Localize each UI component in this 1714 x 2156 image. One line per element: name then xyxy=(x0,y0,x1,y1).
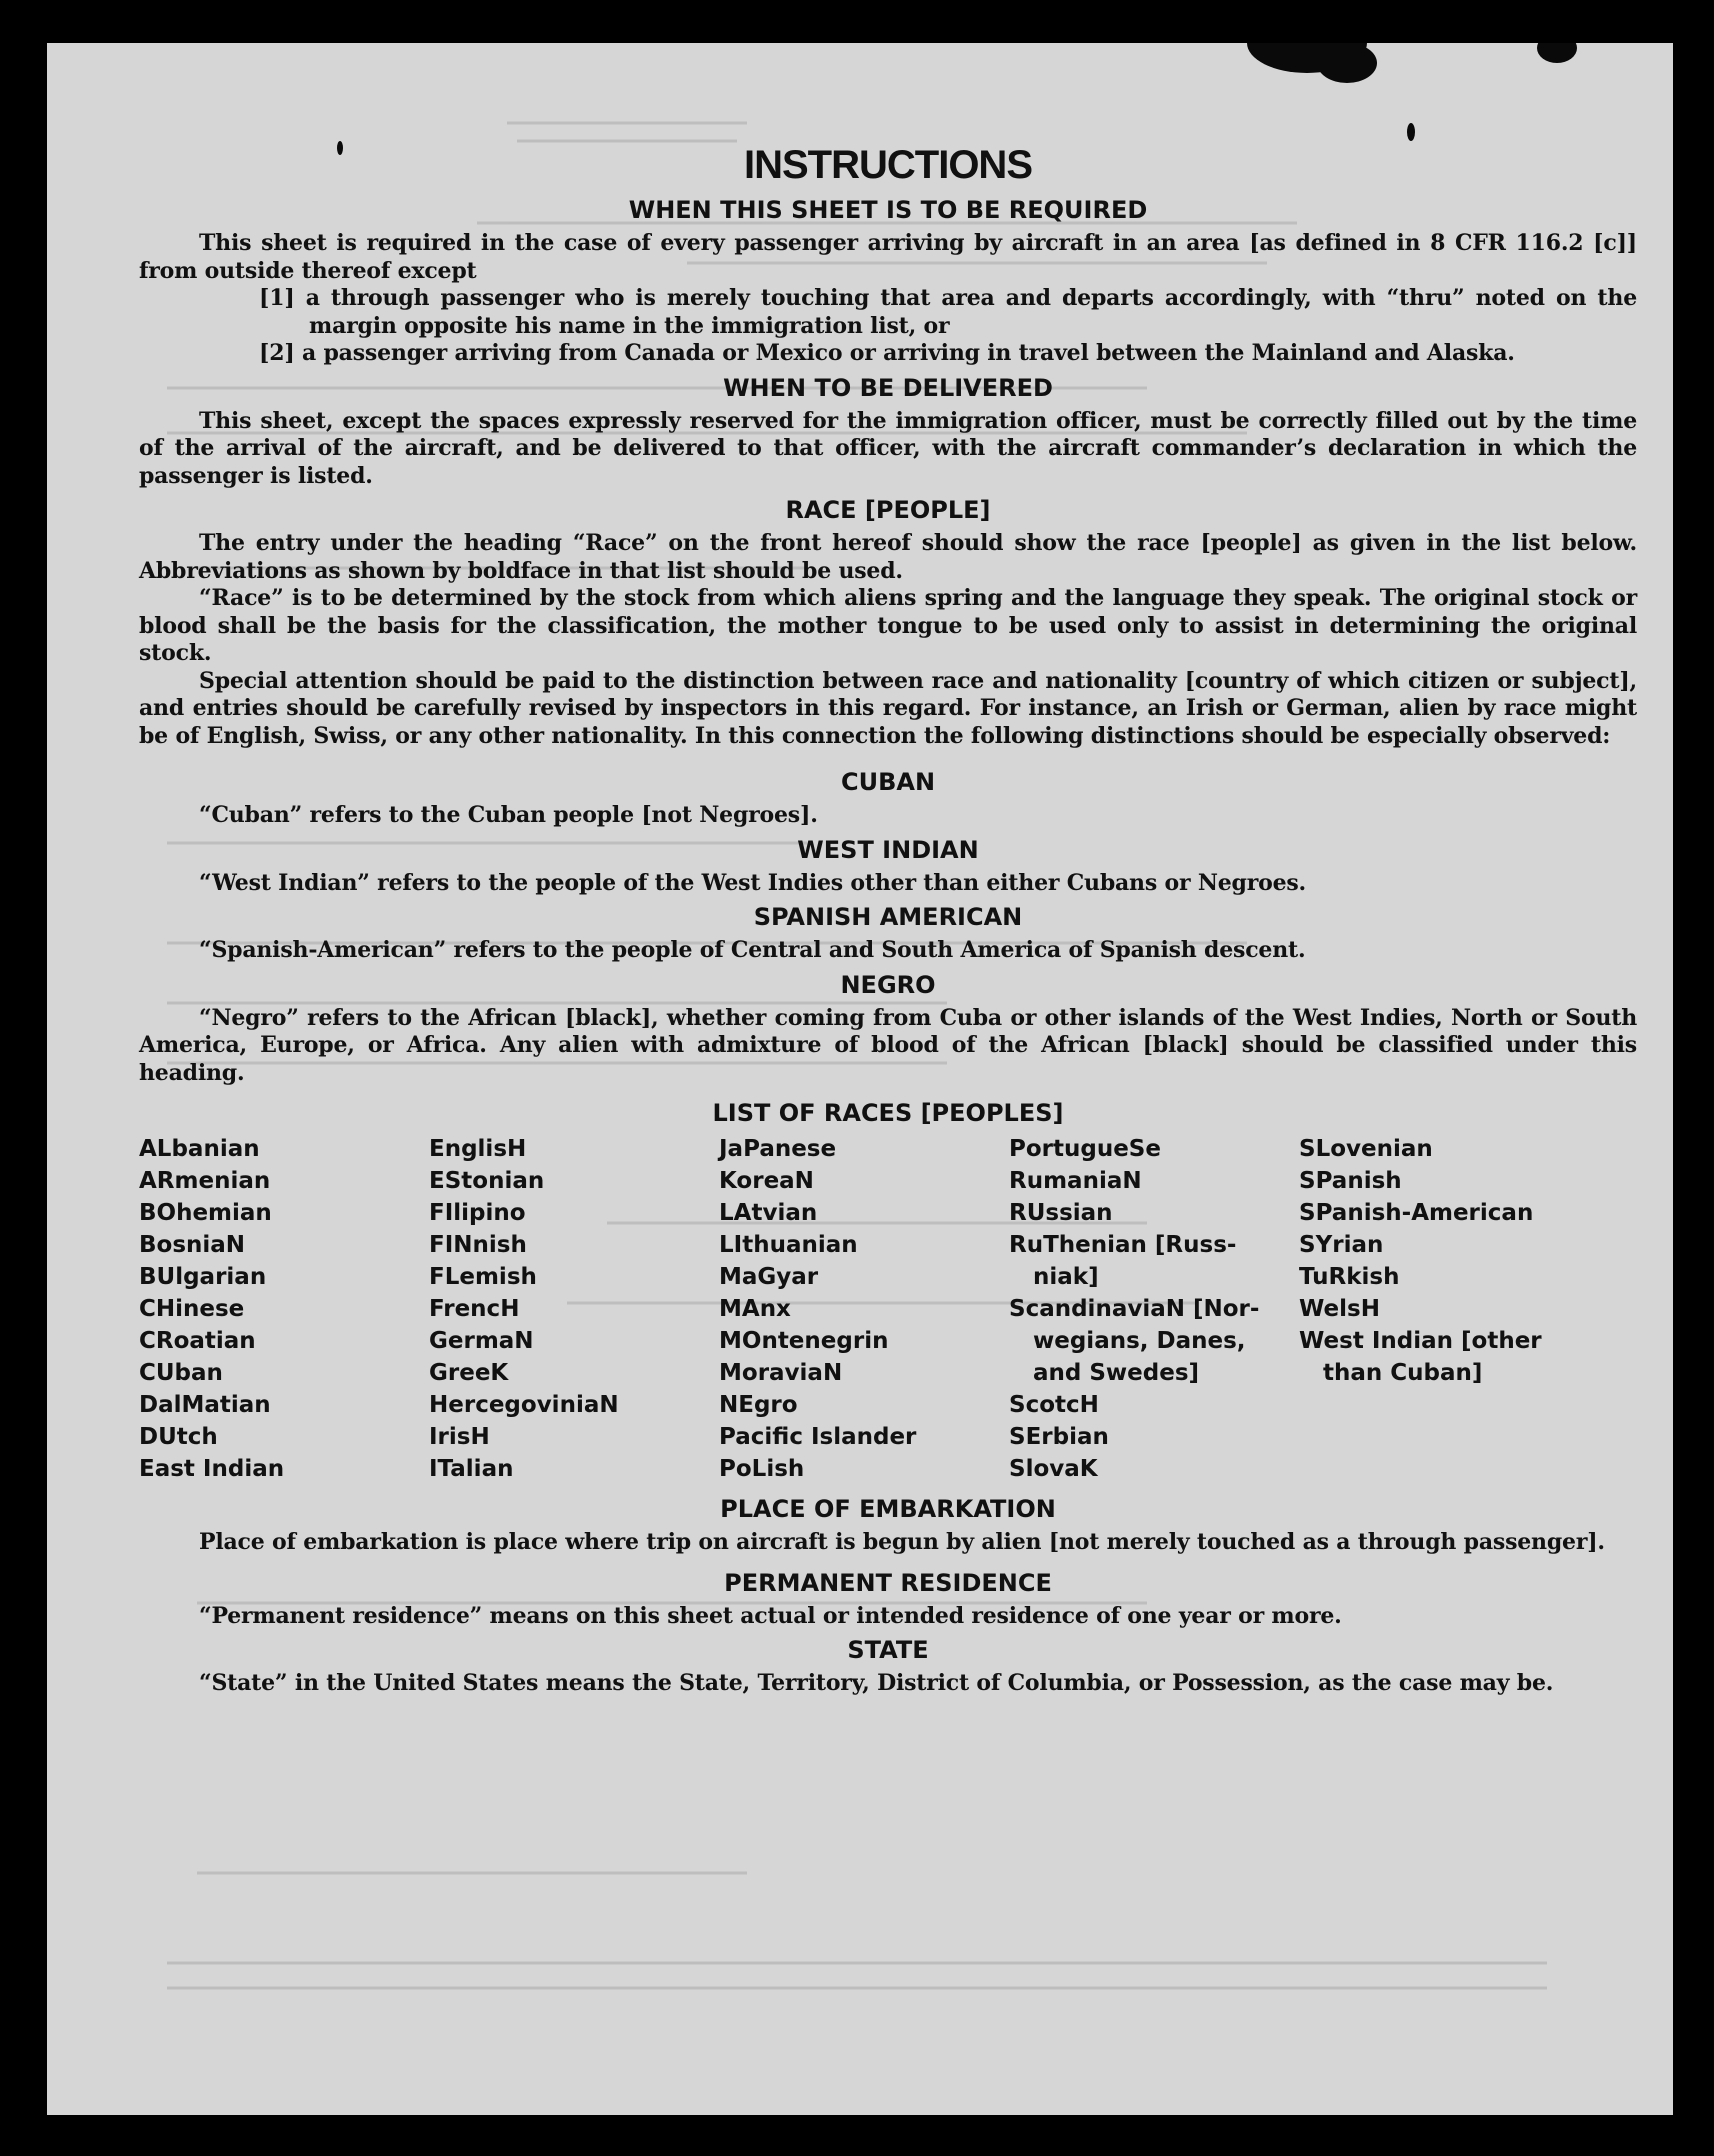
required-exception-2: [2] a passenger arriving from Canada or Mexico or arriving in travel between the Mainland and Alaska. xyxy=(259,340,1515,366)
race-entry: LIthuanian xyxy=(719,1232,858,1258)
races-column-4 xyxy=(1009,1133,1299,1485)
spanish-american-paragraph: “Spanish-American” refers to the people of Central and South America of Spanish descent. xyxy=(199,937,1306,963)
section-heading-state: STATE xyxy=(847,1636,929,1664)
race-entry-continuation: wegians, Danes, xyxy=(1033,1328,1246,1354)
section-heading-west-indian: WEST INDIAN xyxy=(797,835,979,864)
race-entry: DalMatian xyxy=(139,1392,271,1418)
race-entry: LAtvian xyxy=(719,1200,818,1226)
race-entry: GreeK xyxy=(429,1360,509,1386)
race-entry: NEgro xyxy=(719,1392,798,1418)
negro-paragraph: “Negro” refers to the African [black], whether coming from Cuba or other islands of the West Indies, North or South America, Europe, or Africa. Any alien with admixture of blood of the African [black] should be classified under this heading. xyxy=(139,1004,1637,1086)
races-column-1 xyxy=(139,1133,429,1485)
race-entry-continuation: niak] xyxy=(1033,1264,1099,1290)
state-paragraph: “State” in the United States means the State, Territory, District of Columbia, or Possession, as the case may be. xyxy=(199,1670,1554,1696)
section-heading-residence: PERMANENT RESIDENCE xyxy=(724,1568,1052,1597)
race-entry: GermaN xyxy=(429,1328,534,1354)
race-entry: PoLish xyxy=(719,1456,805,1482)
race-entry: MAnx xyxy=(719,1296,791,1322)
page-title: INSTRUCTIONS xyxy=(744,143,1032,187)
race-entry: FINnish xyxy=(429,1232,527,1258)
race-entry: CHinese xyxy=(139,1296,245,1322)
race-entry: BUlgarian xyxy=(139,1264,267,1290)
race-entry: MOntenegrin xyxy=(719,1328,889,1354)
race-entry: FLemish xyxy=(429,1264,537,1290)
race-entry: BosniaN xyxy=(139,1232,246,1258)
race-entry: KoreaN xyxy=(719,1168,814,1194)
section-heading-race: RACE [PEOPLE] xyxy=(785,496,991,524)
race-entry: ScotcH xyxy=(1009,1392,1099,1418)
race-entry: ARmenian xyxy=(139,1168,271,1194)
race-entry: HercegoviniaN xyxy=(429,1392,619,1418)
section-heading-spanish-american: SPANISH AMERICAN xyxy=(753,903,1023,931)
embarkation-paragraph: Place of embarkation is place where trip on aircraft is begun by alien [not merely touched as a through passenger]. xyxy=(199,1529,1605,1555)
section-heading-negro: NEGRO xyxy=(840,970,936,999)
race-entry: ALbanian xyxy=(139,1136,260,1162)
race-entry-continuation: than Cuban] xyxy=(1323,1360,1483,1386)
race-paragraph-1: The entry under the heading “Race” on the front hereof should show the race [people] as given in the list below. Abbreviations as shown by boldface in that list should be used. xyxy=(139,530,1637,584)
race-entry: FrencH xyxy=(429,1296,520,1322)
race-entry: CRoatian xyxy=(139,1328,256,1354)
race-entry-continuation: and Swedes] xyxy=(1033,1360,1200,1386)
races-column-5 xyxy=(1299,1133,1589,1485)
cuban-paragraph: “Cuban” refers to the Cuban people [not Negroes]. xyxy=(199,802,818,828)
race-entry: SlovaK xyxy=(1009,1456,1098,1482)
document-sheet xyxy=(47,43,1673,2115)
races-list xyxy=(139,1133,1637,1485)
section-heading-cuban: CUBAN xyxy=(840,768,936,796)
race-entry: SErbian xyxy=(1009,1424,1109,1450)
instructions-document xyxy=(139,143,1637,1698)
race-entry: West Indian [other xyxy=(1299,1328,1542,1354)
section-heading-delivered: WHEN TO BE DELIVERED xyxy=(723,373,1053,402)
residence-paragraph: “Permanent residence” means on this sheet actual or intended residence of one year or more. xyxy=(199,1602,1342,1629)
race-entry: IrisH xyxy=(429,1424,490,1450)
west-indian-paragraph: “West Indian” refers to the people of the West Indies other than either Cubans or Negroes. xyxy=(199,869,1307,896)
race-entry: Pacific Islander xyxy=(719,1424,917,1450)
race-entry: DUtch xyxy=(139,1424,218,1450)
race-entry: CUban xyxy=(139,1360,223,1386)
race-entry: SPanish xyxy=(1299,1168,1402,1194)
race-entry: JaPanese xyxy=(719,1136,837,1162)
required-exception-1: [1] a through passenger who is merely touching that area and departs accordingly, with “thru” noted on the margin opposite his name in the immigration list, or xyxy=(259,285,1637,339)
delivered-paragraph: This sheet, except the spaces expressly reserved for the immigration officer, must be correctly filled out by the time of the arrival of the aircraft, and be delivered to that officer, with the aircraft commander’s declaration in which the passenger is listed. xyxy=(139,407,1637,489)
race-entry: WelsH xyxy=(1299,1296,1380,1322)
race-entry: RuThenian [Russ- xyxy=(1009,1232,1237,1258)
race-entry: EStonian xyxy=(429,1168,545,1194)
race-entry: MaGyar xyxy=(719,1264,819,1290)
race-entry: RumaniaN xyxy=(1009,1168,1142,1194)
race-entry: ITalian xyxy=(429,1456,514,1482)
race-entry: East Indian xyxy=(139,1456,285,1482)
ink-stain xyxy=(1317,43,1377,83)
race-entry: EnglisH xyxy=(429,1136,527,1162)
race-entry: FIlipino xyxy=(429,1200,526,1226)
section-heading-list-of-races: LIST OF RACES [PEOPLES] xyxy=(712,1099,1064,1127)
race-entry: SLovenian xyxy=(1299,1136,1433,1162)
race-entry: PortugueSe xyxy=(1009,1136,1161,1162)
races-column-2 xyxy=(429,1133,719,1485)
race-entry: SPanish-American xyxy=(1299,1200,1534,1226)
section-heading-embarkation: PLACE OF EMBARKATION xyxy=(720,1495,1056,1523)
section-heading-required: WHEN THIS SHEET IS TO BE REQUIRED xyxy=(628,196,1148,224)
race-entry: BOhemian xyxy=(139,1200,272,1226)
race-entry: ScandinaviaN [Nor- xyxy=(1009,1296,1260,1322)
race-paragraph-3: Special attention should be paid to the distinction between race and nationality [country of which citizen or subject], and entries should be carefully revised by inspectors in this regard. For instance, an Irish or German, alien by race might be of English, Swiss, or any other nationality. In this connection the following distinctions should be especially observed: xyxy=(139,667,1637,749)
race-entry: SYrian xyxy=(1299,1232,1384,1258)
race-entry: RUssian xyxy=(1009,1200,1113,1226)
required-paragraph: This sheet is required in the case of every passenger arriving by aircraft in an area [as defined in 8 CFR 116.2 [c]] from outside thereof except xyxy=(139,230,1637,284)
race-entry: TuRkish xyxy=(1299,1264,1400,1290)
races-column-3 xyxy=(719,1133,1009,1485)
race-paragraph-2: “Race” is to be determined by the stock from which aliens spring and the language they speak. The original stock or blood shall be the basis for the classification, the mother tongue to be used only to assist in determining the original stock. xyxy=(139,585,1637,666)
race-entry: MoraviaN xyxy=(719,1360,843,1386)
ink-speck xyxy=(1407,123,1415,141)
